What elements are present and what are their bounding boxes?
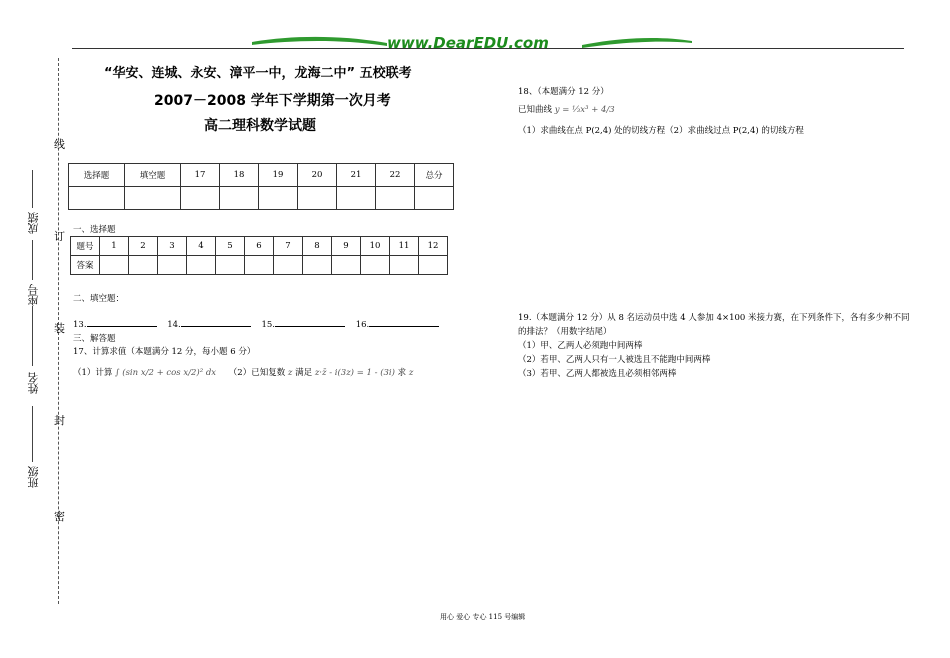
question-number: 8	[303, 237, 332, 256]
blank-field[interactable]	[369, 318, 439, 327]
label-name: 姓名	[27, 372, 40, 394]
score-header-row	[69, 164, 454, 187]
score-header: 18	[220, 164, 259, 187]
blank-field[interactable]	[275, 318, 345, 327]
seal-char-2: 订	[54, 230, 65, 243]
score-cell[interactable]	[69, 187, 125, 210]
score-value-row	[69, 187, 454, 210]
site-logo[interactable]: www.DearEDU.com	[387, 34, 549, 52]
question-number: 9	[332, 237, 361, 256]
answer-cell[interactable]	[361, 256, 390, 275]
score-header: 19	[259, 164, 298, 187]
seal-char-4: 封	[54, 414, 65, 427]
q18-given-label: 已知曲线	[518, 105, 553, 115]
blank-field[interactable]	[87, 318, 157, 327]
blank-label: 16.	[355, 320, 370, 330]
blank-name	[32, 306, 33, 366]
q19-line1: 19.（本题满分 12 分）从 8 名运动员中选 4 人参加 4×100 米接力赛，在下列条件下，各有多少种不同	[518, 313, 910, 323]
page-footer: 用心 爱心 专心 115 号编辑	[440, 613, 526, 621]
answer-cell[interactable]	[100, 256, 129, 275]
score-cell[interactable]	[376, 187, 415, 210]
q17-part2-end: 求	[397, 368, 407, 378]
q18-given	[518, 103, 615, 115]
answer-cell[interactable]	[129, 256, 158, 275]
question-number: 2	[129, 237, 158, 256]
label-score: 成绩	[27, 212, 40, 234]
q18-curve-formula: y = ⅓x³ + 4/3	[554, 105, 615, 115]
blank-score	[32, 170, 33, 208]
answer-cell[interactable]	[158, 256, 187, 275]
answer-cell[interactable]	[216, 256, 245, 275]
score-table-wrap	[68, 163, 454, 210]
section1-title: 一、选择题	[73, 225, 116, 235]
answer-table-wrap	[70, 236, 448, 275]
q19-line2: 的排法？（用数字结尾）	[518, 327, 612, 337]
section2-title: 二、填空题：	[73, 294, 125, 304]
q18-title: 18、（本题满分 12 分）	[518, 87, 609, 97]
score-cell[interactable]	[337, 187, 376, 210]
label-class: 班级	[27, 466, 40, 488]
fill-blanks	[73, 318, 447, 330]
q19-item: （3）若甲、乙两人都被选且必须相邻两棒	[518, 369, 677, 379]
score-header: 填空题	[125, 164, 181, 187]
header-banner	[252, 33, 692, 55]
answer-cell[interactable]	[245, 256, 274, 275]
question-number: 11	[390, 237, 419, 256]
answer-cell[interactable]	[303, 256, 332, 275]
answer-row	[71, 256, 448, 275]
answer-table	[70, 236, 448, 275]
q19-item: （1）甲、乙两人必须跑中间两棒	[518, 341, 643, 351]
score-header: 17	[181, 164, 220, 187]
q17-z-symbol: z	[408, 368, 414, 378]
seal-char-5: 密	[54, 510, 65, 523]
answer-cell[interactable]	[419, 256, 448, 275]
label-seat: 座号	[27, 284, 40, 306]
answer-cell[interactable]	[332, 256, 361, 275]
score-header: 21	[337, 164, 376, 187]
q17-title: 17、计算求值（本题满分 12 分，每小题 6 分）	[73, 347, 256, 357]
section3-title: 三、解答题	[73, 334, 116, 344]
q17-part2-formula: z·z̄ - i(3z) = 1 - (3i)	[314, 368, 395, 378]
blank-label: 14.	[167, 320, 181, 330]
question-number: 12	[419, 237, 448, 256]
blank-seat	[32, 240, 33, 280]
question-number: 10	[361, 237, 390, 256]
q17-part2-label: （2）已知复数	[228, 368, 286, 378]
answer-cell[interactable]	[187, 256, 216, 275]
question-number: 6	[245, 237, 274, 256]
answer-cell[interactable]	[274, 256, 303, 275]
seal-char-3: 装	[54, 322, 65, 335]
question-number: 5	[216, 237, 245, 256]
score-header: 选择题	[69, 164, 125, 187]
score-header: 总分	[415, 164, 454, 187]
score-table	[68, 163, 454, 210]
q17-part1-label: （1）计算	[73, 368, 113, 378]
score-cell[interactable]	[125, 187, 181, 210]
seal-char-1: 线	[54, 138, 65, 151]
score-cell[interactable]	[220, 187, 259, 210]
blank-label: 15.	[261, 320, 275, 330]
answer-cell[interactable]	[390, 256, 419, 275]
score-cell[interactable]	[298, 187, 337, 210]
q17-part2-mid: 满足	[295, 368, 313, 378]
row-label: 题号	[71, 237, 100, 256]
blank-class	[32, 406, 33, 462]
q19-item: （2）若甲、乙两人只有一人被选且不能跑中间两棒	[518, 355, 711, 365]
question-number: 4	[187, 237, 216, 256]
score-header: 20	[298, 164, 337, 187]
question-number: 3	[158, 237, 187, 256]
score-cell[interactable]	[415, 187, 454, 210]
exam-title-line2: 2007－2008 学年下学期第一次月考	[154, 93, 391, 109]
q17-body	[73, 366, 413, 378]
score-cell[interactable]	[181, 187, 220, 210]
score-cell[interactable]	[259, 187, 298, 210]
q17-part1-formula: ∫ (sin x/2 + cos x/2)² dx	[115, 368, 217, 378]
score-header: 22	[376, 164, 415, 187]
blank-label: 13.	[73, 320, 87, 330]
answer-number-row	[71, 237, 448, 256]
question-number: 7	[274, 237, 303, 256]
question-number: 1	[100, 237, 129, 256]
row-label: 答案	[71, 256, 100, 275]
blank-field[interactable]	[181, 318, 251, 327]
exam-title-line1: “华安、连城、永安、漳平一中，龙海二中” 五校联考	[104, 66, 412, 81]
q18-parts: （1）求曲线在点 P(2,4) 处的切线方程（2）求曲线过点 P(2,4) 的切线方程	[518, 126, 804, 136]
exam-title-line3: 高二理科数学试题	[204, 118, 316, 134]
q17-z-symbol: z	[287, 368, 293, 378]
